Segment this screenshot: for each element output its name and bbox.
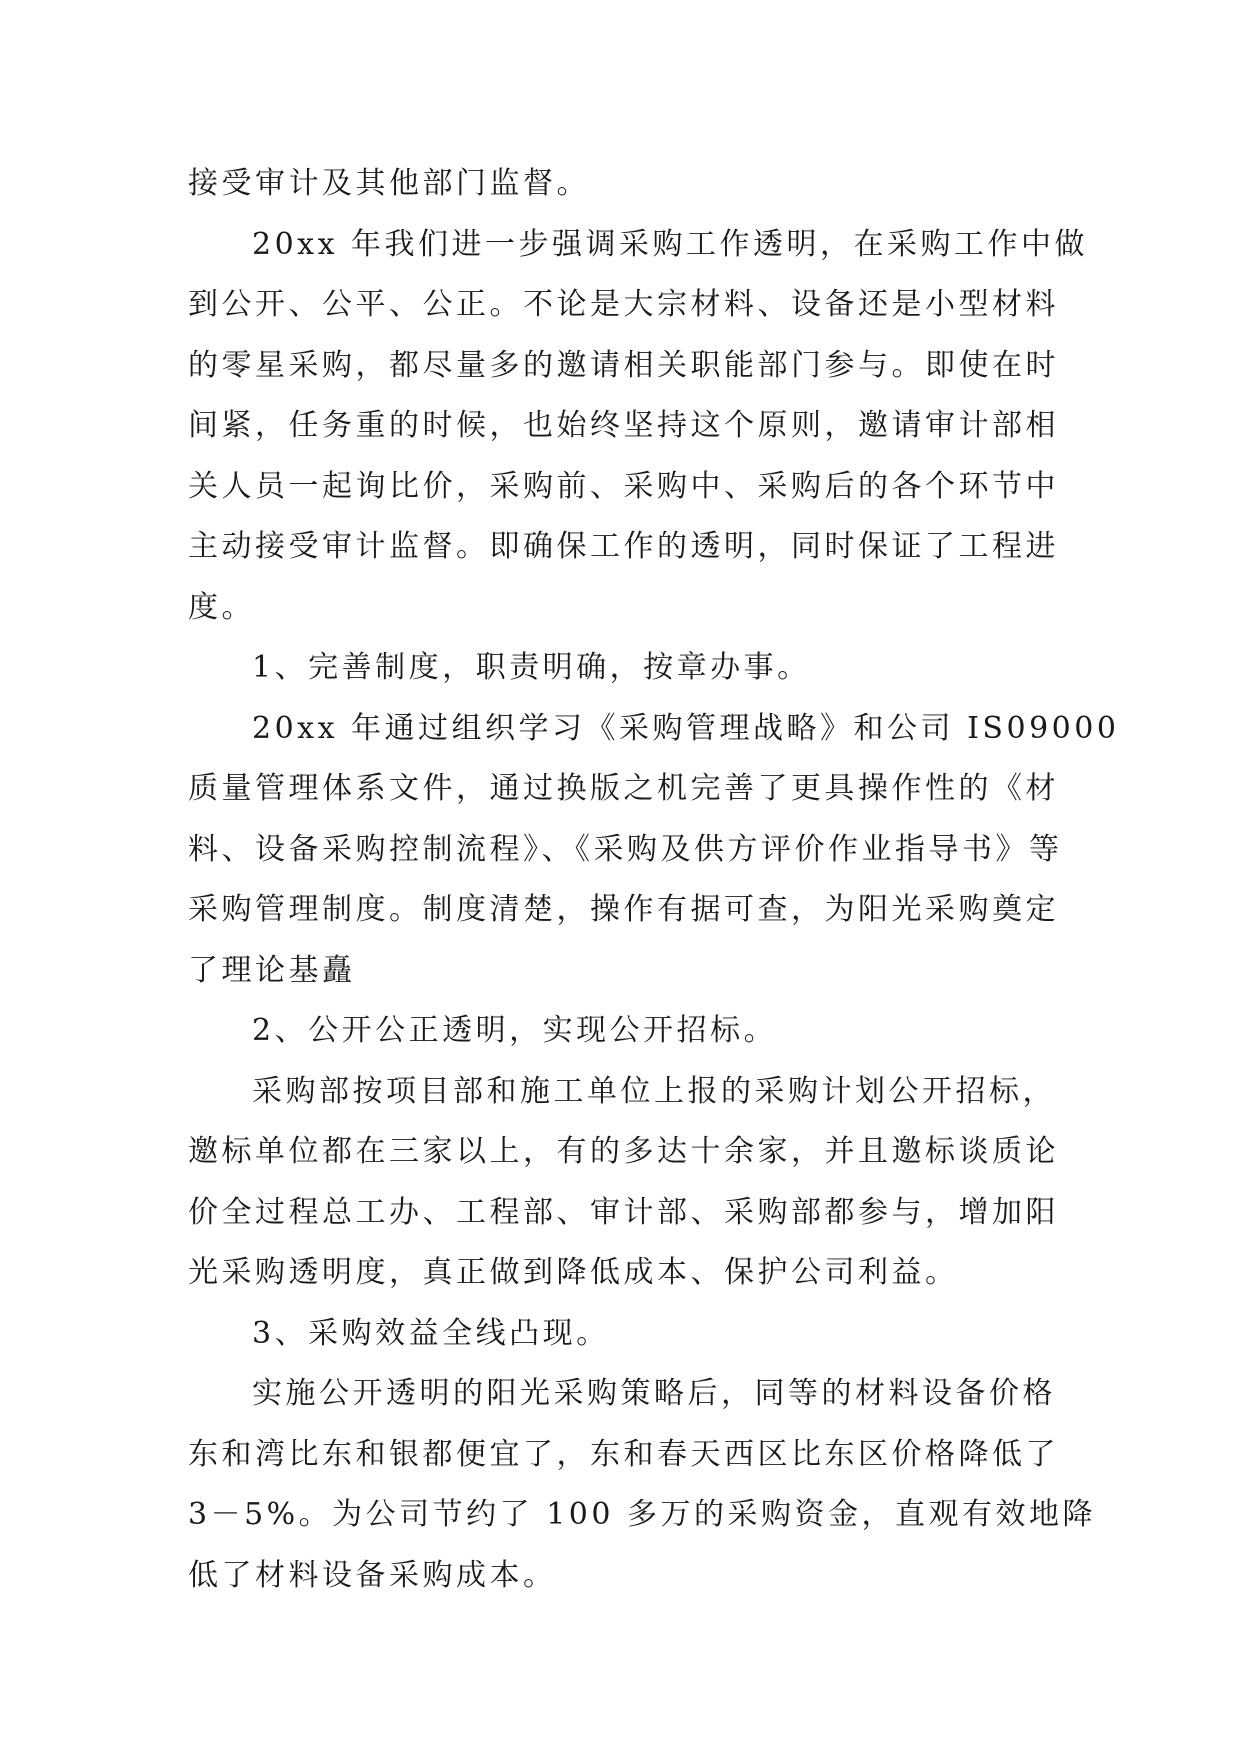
text-line: 20xx 年我们进一步强调采购工作透明，在采购工作中做: [252, 226, 1089, 262]
text-line: 2、公开公正透明，实现公开招标。: [252, 1013, 778, 1048]
text-line: 实施公开透明的阳光采购策略后，同等的材料设备价格: [252, 1376, 1056, 1411]
text-line: 到公开、公平、公正。不论是大宗材料、设备还是小型材料: [188, 287, 1059, 322]
text-line: 质量管理体系文件，通过换版之机完善了更具操作性的《材: [188, 771, 1059, 806]
text-line: 了理论基矗: [188, 952, 356, 988]
text-line: 接受审计及其他部门监督。: [188, 166, 590, 201]
text-line: 主动接受审计监督。即确保工作的透明，同时保证了工程进: [188, 529, 1059, 564]
text-line: 料、设备采购控制流程》、《采购及供方评价作业指导书》等: [188, 831, 1063, 867]
text-line: 1、完善制度，职责明确，按章办事。: [252, 650, 811, 685]
text-line: 采购部按项目部和施工单位上报的采购计划公开招标，: [252, 1073, 1056, 1109]
text-line: 的零星采购，都尽量多的邀请相关职能部门参与。即使在时: [188, 347, 1059, 383]
text-line: 光采购透明度，真正做到降低成本、保护公司利益。: [188, 1255, 959, 1290]
text-line: 3－5%。为公司节约了 100 多万的采购资金，直观有效地降: [188, 1497, 1097, 1532]
text-line: 东和湾比东和银都便宜了，东和春天西区比东区价格降低了: [188, 1436, 1059, 1472]
text-line: 间紧，任务重的时候，也始终坚持这个原则，邀请审计部相: [188, 408, 1059, 443]
text-line: 关人员一起询比价，采购前、采购中、采购后的各个环节中: [188, 468, 1059, 504]
document-body: [188, 154, 1120, 1606]
text-line: 价全过程总工办、工程部、审计部、采购部都参与，增加阳: [188, 1194, 1059, 1230]
text-line: 度。: [188, 589, 255, 625]
text-line: 低了材料设备采购成本。: [188, 1557, 557, 1593]
text-line: 邀标单位都在三家以上，有的多达十余家，并且邀标谈质论: [188, 1134, 1059, 1169]
text-line: 采购管理制度。制度清楚，操作有据可查，为阳光采购奠定: [188, 892, 1059, 927]
text-line: 20xx 年通过组织学习《采购管理战略》和公司 IS09000: [252, 710, 1120, 746]
text-line: 3、采购效益全线凸现。: [252, 1315, 610, 1351]
